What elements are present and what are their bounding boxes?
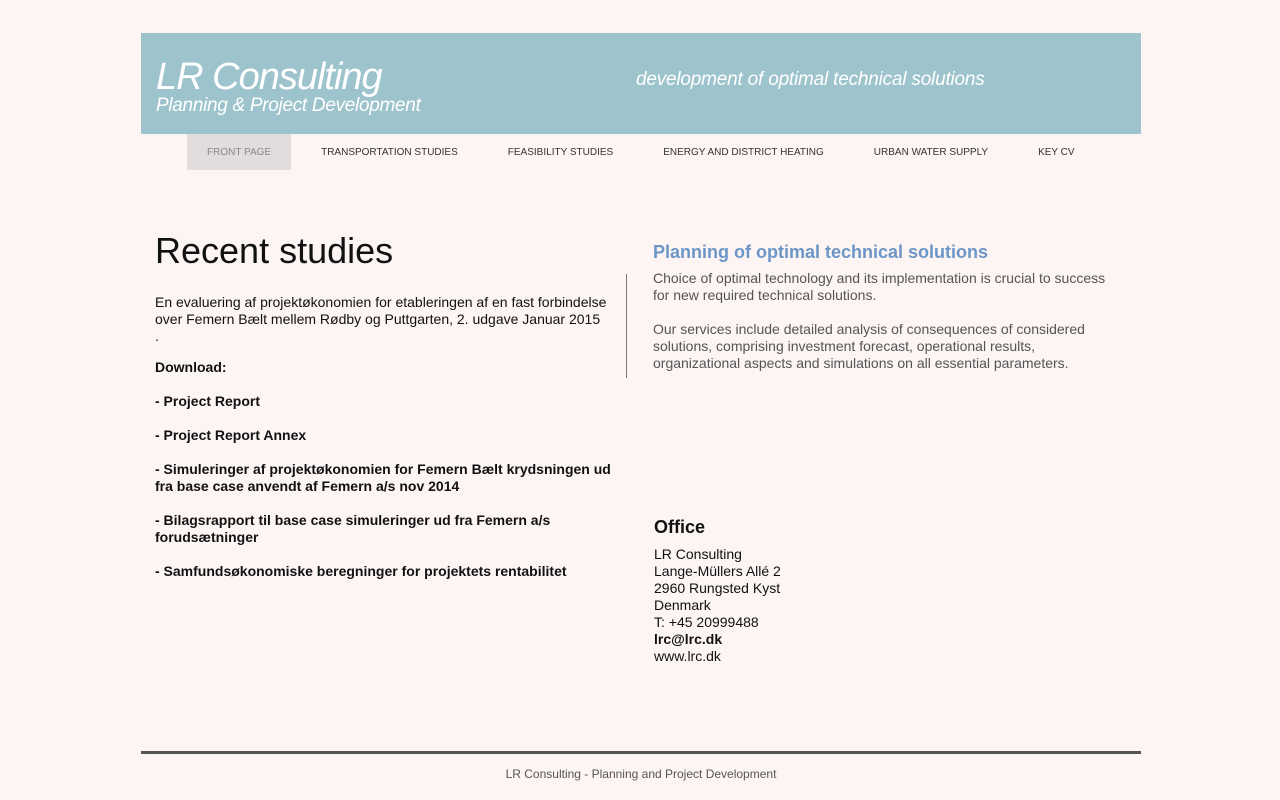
page-title: Recent studies [155,230,394,271]
office-country: Denmark [654,597,711,613]
nav-item-key-cv[interactable]: KEY CV [1038,146,1075,158]
download-project-report-annex[interactable]: - Project Report Annex [155,427,307,443]
download-label: Download: [155,359,227,375]
logo-subtitle: Planning & Project Development [156,95,421,116]
office-phone: T: +45 20999488 [654,614,759,630]
download-project-report[interactable]: - Project Report [155,393,261,409]
office-website: www.lrc.dk [654,648,721,664]
services-paragraph: Choice of optimal technology and its implementation is crucial to success for new required technical solutions. [653,270,1106,303]
recent-studies-section [155,228,615,580]
nav-item-urban-water-supply[interactable]: URBAN WATER SUPPLY [873,146,989,158]
column-divider [626,274,627,378]
office-company: LR Consulting [654,546,742,562]
header-tagline: development of optimal technical solutions [636,69,985,90]
services-section [653,240,1113,372]
download-simuleringer[interactable]: - Simuleringer af projektøkonomien for Femern Bælt krydsningen ud fra base case anvendt af Femern a/s nov 2014 [155,461,611,494]
nav-item-energy-district-heating[interactable]: ENERGY AND DISTRICT HEATING [663,146,824,158]
download-samfundsokonomiske[interactable]: - Samfundsøkonomiske beregninger for projektets rentabilitet [155,563,567,579]
header-banner [141,33,1141,134]
intro-dot: . [155,328,159,344]
download-bilagsrapport[interactable]: - Bilagsrapport til base case simuleringer ud fra Femern a/s forudsætninger [155,512,551,545]
services-heading: Planning of optimal technical solutions [653,242,989,262]
nav-item-transportation-studies[interactable]: TRANSPORTATION STUDIES [321,146,458,158]
office-heading: Office [654,517,706,537]
services-paragraph: Our services include detailed analysis of consequences of considered solutions, comprising investment forecast, operational results, organizational aspects and simulations on all essential parameters. [653,321,1085,371]
nav-item-front-page[interactable]: FRONT PAGE [187,134,291,170]
intro-body: En evaluering af projektøkonomien for etableringen af en fast forbindelse over Femern Bælt mellem Rødby og Puttgarten, 2. udgave Januar 2015 [155,294,607,327]
footer-text: LR Consulting - Planning and Project Development [505,767,777,781]
office-city: 2960 Rungsted Kyst [654,580,781,596]
office-street: Lange-Müllers Allé 2 [654,563,781,579]
footer-divider [141,751,1141,754]
logo-title[interactable]: LR Consulting [156,56,382,98]
nav-item-feasibility-studies[interactable]: FEASIBILITY STUDIES [507,146,614,158]
office-section [654,515,954,665]
main-nav [187,134,1105,170]
office-email-link[interactable]: lrc@lrc.dk [654,631,723,647]
intro-text [155,294,615,345]
